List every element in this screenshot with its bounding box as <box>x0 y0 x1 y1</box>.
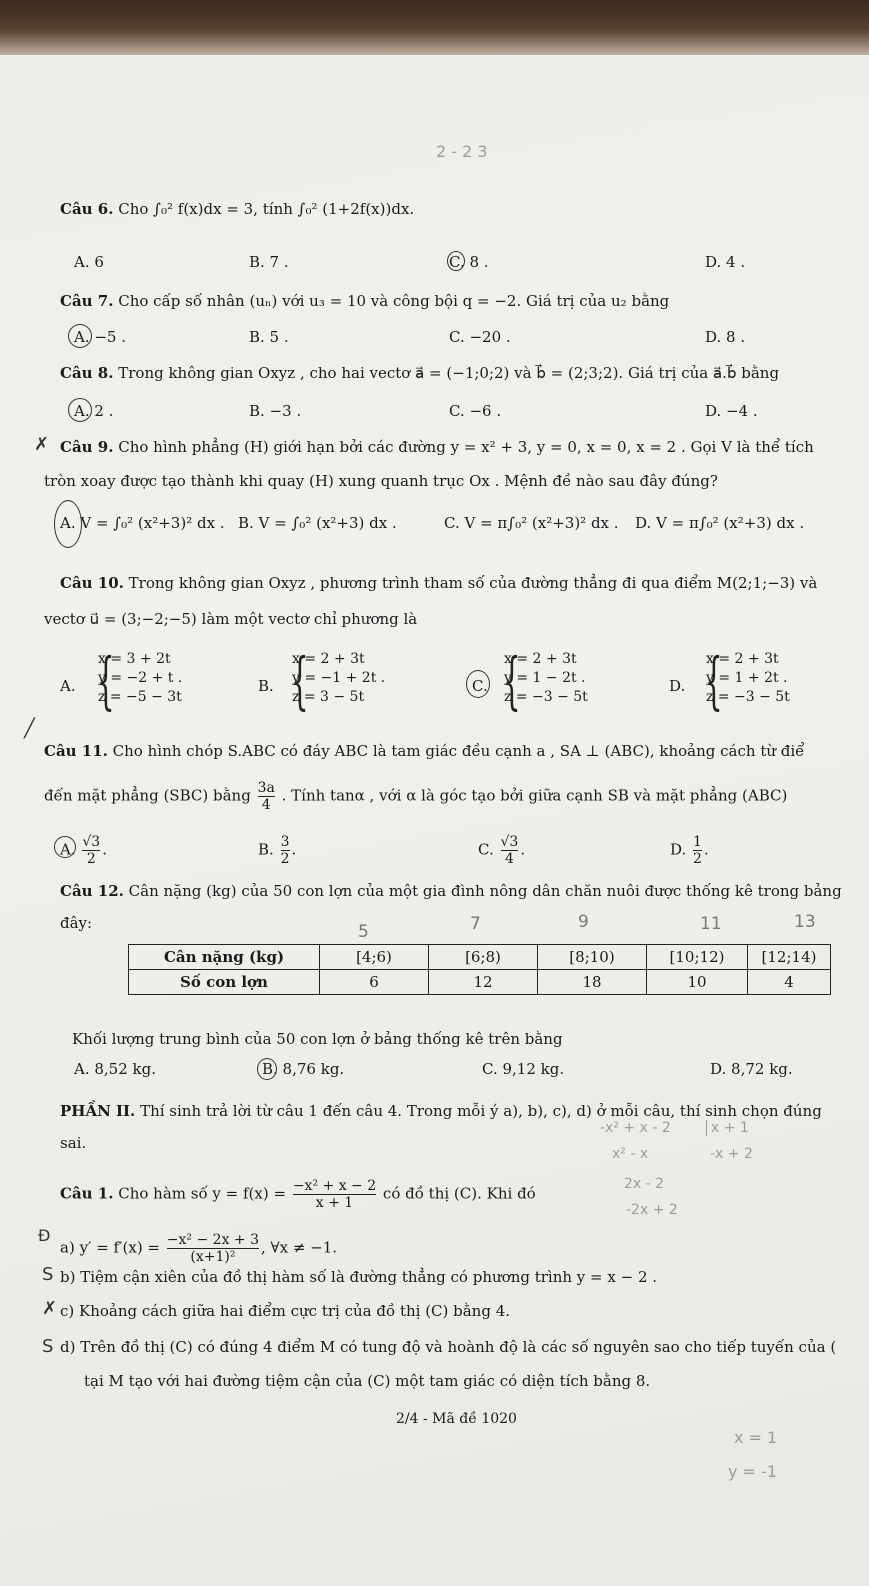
q11-label: Câu 11. <box>44 742 108 760</box>
q10-c-line3: z = −3 − 5t <box>504 689 588 705</box>
q12-question <box>60 882 842 900</box>
p2q1-text-a: Cho hàm số y = f(x) = <box>118 1184 287 1203</box>
q12-label: Câu 12. <box>60 882 124 900</box>
q9-text2: tròn xoay được tạo thành khi quay (H) xung quanh trục Ox . Mệnh đề nào sau đây đúng? <box>44 472 718 490</box>
q11-text2b: . Tính tanα , với α là góc tạo bởi giữa cạnh SB và mặt phẳng (ABC) <box>281 786 788 805</box>
page-footer: 2/4 - Mã đề 1020 <box>396 1411 517 1427</box>
table-interval: [6;8) <box>429 945 538 970</box>
p2q1-text-b: có đồ thị (C). Khi đó <box>382 1184 536 1203</box>
exam-paper <box>0 55 869 1586</box>
q10-d-line3: z = −3 − 5t <box>706 689 790 705</box>
q10-option-b-system[interactable]: { x = 2 + 3t y = −1 + 2t . z = 3 − 5t <box>290 644 386 717</box>
q10-a-line1: x = 3 + 2t <box>98 651 171 667</box>
q10-a-line3: z = −5 − 3t <box>98 689 182 705</box>
scribble-x: x = 1 <box>734 1428 778 1447</box>
q10-option-d-system[interactable]: { x = 2 + 3t y = 1 + 2t . z = −3 − 5t <box>704 644 790 717</box>
q8-option-c[interactable]: C. −6 . <box>449 402 502 420</box>
q6-label: Câu 6. <box>60 200 114 218</box>
q10-option-a-system[interactable]: { x = 3 + 2t y = −2 + t . z = −5 − 3t <box>96 644 183 717</box>
q6-option-b[interactable]: B. 7 . <box>249 253 289 271</box>
q9-option-c[interactable]: C. V = π∫₀² (x²+3)² dx . <box>444 514 619 532</box>
scribble-quotient: -x + 2 <box>710 1146 753 1162</box>
part2-text2: sai. <box>60 1134 87 1152</box>
scribble-line: x² - x <box>612 1146 649 1162</box>
q7-text: Cho cấp số nhân (uₙ) với u₃ = 10 và công bội q = −2. Giá trị của u₂ bằng <box>118 292 670 310</box>
header-scribble: 2 - 2 3 <box>436 142 488 161</box>
q10-text2: vectơ u⃗ = (3;−2;−5) làm một vectơ chỉ phương là <box>44 610 418 628</box>
q10-c-line1: x = 2 + 3t <box>504 651 577 667</box>
q6-option-a[interactable]: A. 6 <box>74 253 104 271</box>
table-interval: [10;12) <box>647 945 748 970</box>
q9-margin-mark: ✗ <box>34 434 50 455</box>
q10-label: Câu 10. <box>60 574 124 592</box>
q10-option-c-system[interactable]: { x = 2 + 3t y = 1 − 2t . z = −3 − 5t <box>502 644 588 717</box>
part2-heading <box>60 1102 822 1120</box>
statement-b-mark: S <box>42 1264 54 1285</box>
q12-weight-table <box>128 944 831 995</box>
part2-text: Thí sinh trả lời từ câu 1 đến câu 4. Trong mỗi ý a), b), c), d) ở mỗi câu, thí sinh chọn đúng <box>140 1102 822 1120</box>
q11-option-b[interactable]: B. $\frac{3}{2}$ . <box>258 834 297 867</box>
statement-a-mark: Đ <box>38 1226 51 1245</box>
q11-option-a[interactable]: A. $\frac{√3}{2}$ . <box>60 834 107 867</box>
q7-option-a[interactable]: A. −5 . <box>74 328 127 346</box>
handwritten-midpoint-5: 13 <box>794 912 816 932</box>
q10-b-line3: z = 3 − 5t <box>292 689 365 705</box>
q9-label: Câu 9. <box>60 438 114 456</box>
table-interval: [4;6) <box>320 945 429 970</box>
q8-answer-circle <box>68 398 92 422</box>
table-count: 6 <box>320 970 429 995</box>
p2q1-question <box>60 1178 536 1211</box>
p2q1-statement-a[interactable]: a) y′ = f′(x) = $\frac{\text{−x² − 2x + 3}}{\text{(x+1)²}}$ , ∀x ≠ −1. <box>60 1232 338 1265</box>
q7-option-b[interactable]: B. 5 . <box>249 328 289 346</box>
q12-option-d[interactable]: D. 8,72 kg. <box>710 1060 793 1078</box>
q12-text1: Cân nặng (kg) của 50 con lợn của một gia đình nông dân chăn nuôi được thống kê trong bảng <box>128 882 842 900</box>
q10-text1: Trong không gian Oxyz , phương trình tham số của đường thẳng đi qua điểm M(2;1;−3) và <box>128 574 818 592</box>
table-interval: [12;14) <box>748 945 831 970</box>
q9-option-b[interactable]: B. V = ∫₀² (x²+3) dx . <box>238 514 397 532</box>
q10-option-a-letter[interactable]: A. <box>60 677 76 695</box>
q10-d-line2: y = 1 + 2t . <box>706 670 788 686</box>
q7-option-c[interactable]: C. −20 . <box>449 328 511 346</box>
p2q1-function-fraction: $\frac{\text{−x² + x − 2}}{x + 1}$ <box>292 1178 377 1211</box>
p2q1-label: Câu 1. <box>60 1184 114 1203</box>
scribble-divisor: x + 1 <box>706 1120 749 1136</box>
q9-option-d[interactable]: D. V = π∫₀² (x²+3) dx . <box>635 514 805 532</box>
q8-text: Trong không gian Oxyz , cho hai vectơ a⃗ = (−1;0;2) và b⃗ = (2;3;2). Giá trị của a⃗.b⃗ bằng <box>118 364 780 382</box>
p2q1-statement-d-line2: tại M tạo với hai đường tiệm cận của (C) một tam giác có diện tích bằng 8. <box>84 1372 651 1390</box>
q10-c-line2: y = 1 − 2t . <box>504 670 586 686</box>
q11-answer-circle <box>54 836 76 858</box>
q9-option-a[interactable]: A. V = ∫₀² (x²+3)² dx . <box>60 514 225 532</box>
q10-answer-circle <box>466 670 490 698</box>
q7-answer-circle <box>68 324 92 348</box>
scribble-line: -2x + 2 <box>626 1202 678 1218</box>
q12-text2: đây: <box>60 914 93 932</box>
q10-option-d-letter[interactable]: D. <box>669 677 686 695</box>
q11-question <box>44 742 804 760</box>
q12-option-b[interactable]: B. 8,76 kg. <box>262 1060 345 1078</box>
table-count: 18 <box>538 970 647 995</box>
handwritten-midpoint-4: 11 <box>700 914 722 934</box>
q8-question <box>60 364 779 382</box>
table-head-weight: Cân nặng (kg) <box>129 945 320 970</box>
q6-answer-circle <box>447 251 465 271</box>
table-count: 10 <box>647 970 748 995</box>
scribble-y: y = -1 <box>728 1462 777 1481</box>
q10-d-line1: x = 2 + 3t <box>706 651 779 667</box>
q9-answer-circle <box>54 500 82 548</box>
table-count: 4 <box>748 970 831 995</box>
q11-text2a: đến mặt phẳng (SBC) bằng <box>44 786 251 805</box>
q8-option-b[interactable]: B. −3 . <box>249 402 302 420</box>
q6-option-d[interactable]: D. 4 . <box>705 253 746 271</box>
q12-option-a[interactable]: A. 8,52 kg. <box>74 1060 156 1078</box>
handwritten-midpoint-1: 5 <box>358 922 369 942</box>
q8-label: Câu 8. <box>60 364 114 382</box>
table-interval: [8;10) <box>538 945 647 970</box>
handwritten-midpoint-3: 9 <box>578 912 589 932</box>
q7-label: Câu 7. <box>60 292 114 310</box>
q11-margin-mark: ╱ <box>24 718 35 739</box>
part2-title: PHẦN II. <box>60 1102 136 1120</box>
q12-option-c[interactable]: C. 9,12 kg. <box>482 1060 565 1078</box>
q11-text2 <box>44 780 787 813</box>
q10-question <box>60 574 817 592</box>
q10-option-c-letter[interactable]: C. <box>472 677 488 695</box>
q11-option-d[interactable]: D. $\frac{1}{2}$ . <box>670 834 709 867</box>
q12-answer-circle <box>257 1058 277 1080</box>
q11-distance-fraction: $\frac{3a}{4}$ <box>257 780 275 813</box>
q10-b-line1: x = 2 + 3t <box>292 651 365 667</box>
q9-question <box>60 438 814 456</box>
q10-b-line2: y = −1 + 2t . <box>292 670 386 686</box>
q6-text: Cho ∫₀² f(x)dx = 3, tính ∫₀² (1+2f(x))dx. <box>118 200 415 218</box>
q10-a-line2: y = −2 + t . <box>98 670 183 686</box>
q7-question <box>60 292 669 310</box>
q8-option-a[interactable]: A. 2 . <box>74 402 114 420</box>
q6-question <box>60 200 414 218</box>
p2q1-statement-b[interactable]: b) Tiệm cận xiên của đồ thị hàm số là đường thẳng có phương trình y = x − 2 . <box>60 1268 658 1286</box>
q7-option-d[interactable]: D. 8 . <box>705 328 746 346</box>
q9-text1: Cho hình phẳng (H) giới hạn bởi các đường y = x² + 3, y = 0, x = 0, x = 2 . Gọi V là thể tích <box>118 438 814 456</box>
q11-text1: Cho hình chóp S.ABC có đáy ABC là tam giác đều cạnh a , SA ⊥ (ABC), khoảng cách từ điể <box>112 742 805 760</box>
q6-option-c[interactable]: C. 8 . <box>449 253 489 271</box>
scribble-line: -x² + x - 2 <box>600 1120 671 1136</box>
table-count: 12 <box>429 970 538 995</box>
q8-option-d[interactable]: D. −4 . <box>705 402 758 420</box>
scribble-line: 2x - 2 <box>624 1176 665 1192</box>
q10-option-b-letter[interactable]: B. <box>258 677 274 695</box>
handwritten-midpoint-2: 7 <box>470 914 481 934</box>
q12-text3: Khối lượng trung bình của 50 con lợn ở bảng thống kê trên bằng <box>72 1030 563 1048</box>
q11-option-c[interactable]: C. $\frac{√3}{4}$ . <box>478 834 526 867</box>
p2q1-statement-c[interactable]: c) Khoảng cách giữa hai điểm cực trị của đồ thị (C) bằng 4. <box>60 1302 511 1320</box>
statement-c-mark: ✗ <box>42 1298 58 1319</box>
statement-d-mark: S <box>42 1336 54 1357</box>
p2q1-statement-d-line1[interactable]: d) Trên đồ thị (C) có đúng 4 điểm M có tung độ và hoành độ là các số nguyên sao cho tiếp tuyến của ( <box>60 1338 837 1356</box>
table-head-count: Số con lợn <box>129 970 320 995</box>
